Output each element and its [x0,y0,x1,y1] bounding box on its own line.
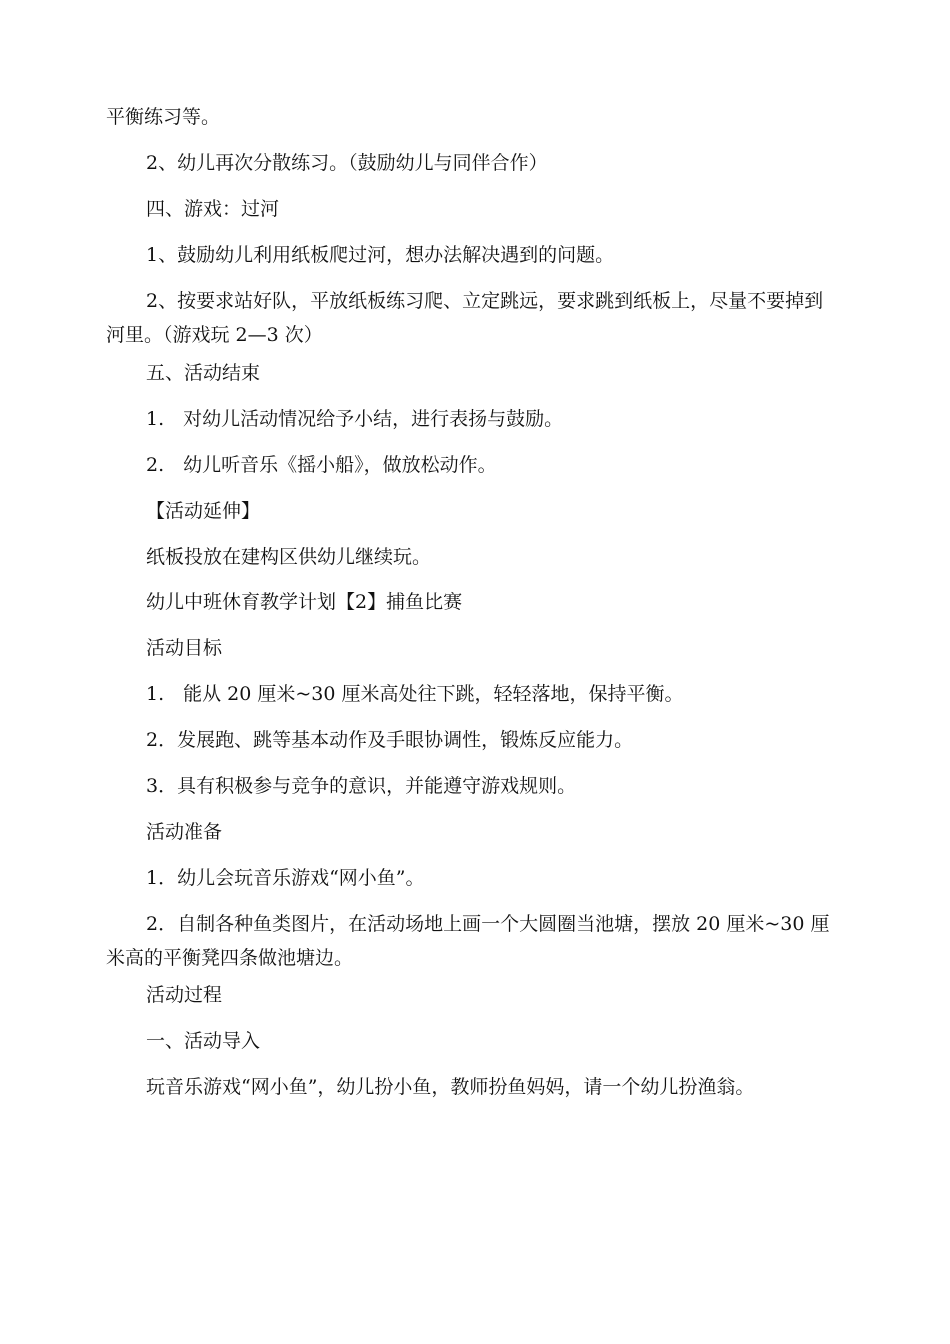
section-heading: 【活动延伸】 [146,500,261,522]
section-heading: 活动过程 [146,984,223,1006]
text-line: 玩音乐游戏“网小鱼”，幼儿扮小鱼，教师扮鱼妈妈，请一个幼儿扮渔翁。 [146,1076,755,1098]
text-line: 2、幼儿再次分散练习。（鼓励幼儿与同伴合作） [146,152,548,174]
paragraph: 2．自制各种鱼类图片，在活动场地上画一个大圆圈当池塘，摆放 20 厘米~30 厘米高的平衡凳四条做池塘边。 [106,913,830,969]
text-line: 1、鼓励幼儿利用纸板爬过河，想办法解决遇到的问题。 [146,244,615,266]
text-line: 平衡练习等。 [106,106,221,128]
section-heading: 活动准备 [146,821,223,843]
section-title: 幼儿中班休育教学计划【2】捕鱼比赛 [146,591,463,613]
text-line: 2. 幼儿听音乐《摇小船》，做放松动作。 [146,454,497,476]
section-heading: 一、活动导入 [146,1030,261,1052]
text-line: 3．具有积极参与竞争的意识，并能遵守游戏规则。 [146,775,577,797]
paragraph: 2、按要求站好队，平放纸板练习爬、立定跳远，要求跳到纸板上，尽量不要掉到河里。（游戏玩 2—3 次） [106,290,824,346]
section-heading: 五、活动结束 [146,362,261,384]
text-line: 2．发展跑、跳等基本动作及手眼协调性，锻炼反应能力。 [146,729,634,751]
text-line: 1. 对幼儿活动情况给予小结，进行表扬与鼓励。 [146,408,564,430]
section-heading: 活动目标 [146,637,223,659]
text-line: 1. 能从 20 厘米~30 厘米高处往下跳，轻轻落地，保持平衡。 [146,683,684,705]
text-line: 四、游戏：过河 [146,198,280,220]
text-line: 纸板投放在建构区供幼儿继续玩。 [146,546,432,568]
text-line: 1．幼儿会玩音乐游戏“网小鱼”。 [146,867,425,889]
